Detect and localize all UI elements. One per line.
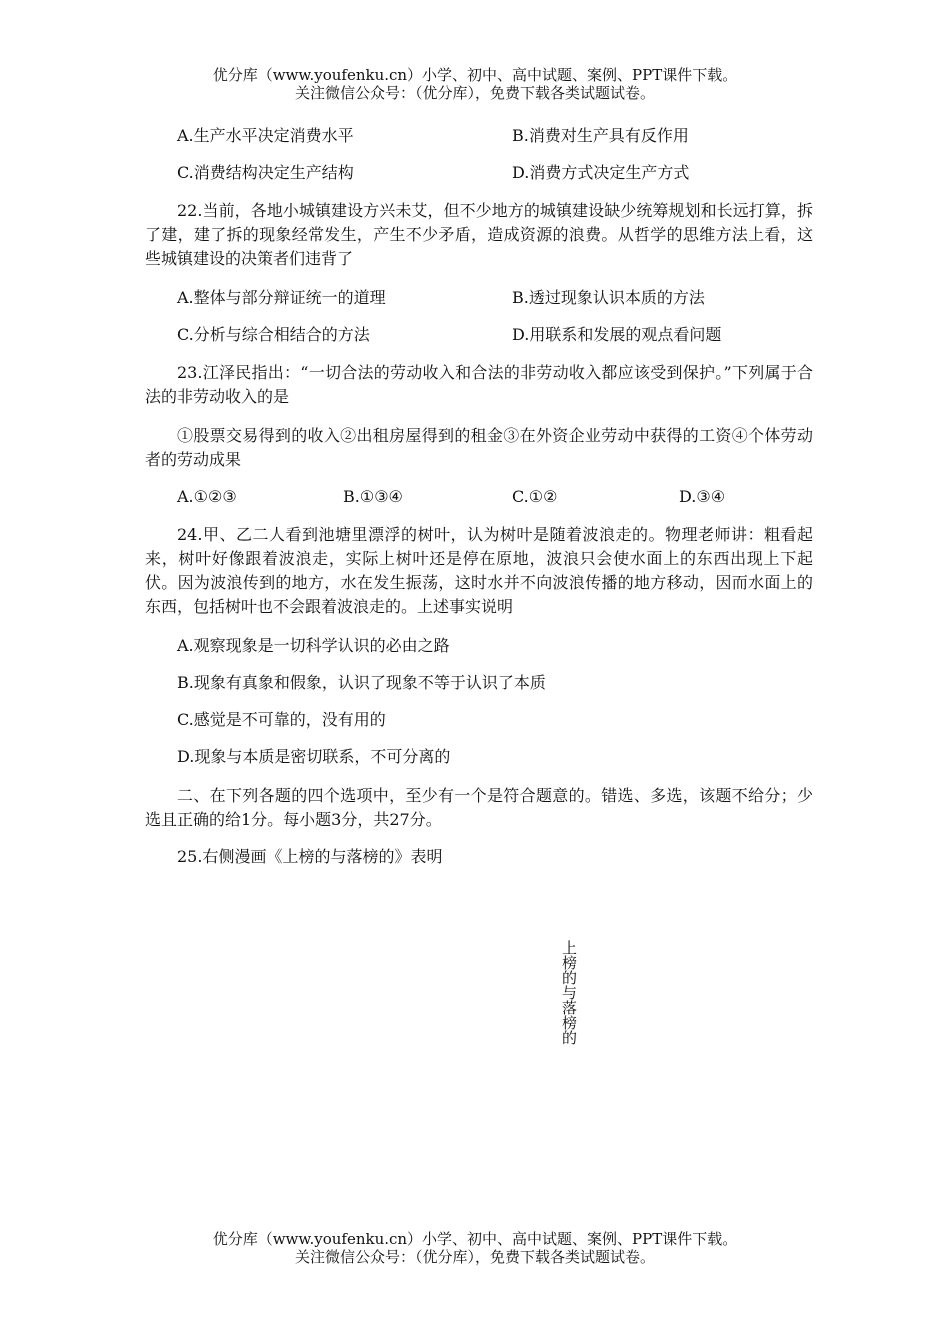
q24-option-a: A.观察现象是一切科学认识的必由之路 bbox=[177, 636, 450, 655]
q21-option-a: A.生产水平决定消费水平 bbox=[177, 126, 354, 145]
page-footer bbox=[0, 1230, 950, 1266]
q23-items: ①股票交易得到的收入②出租房屋得到的租金③在外资企业劳动中获得的工资④个体劳动者的劳动成果 bbox=[145, 426, 813, 469]
q24-option-b: B.现象有真象和假象，认识了现象不等于认识了本质 bbox=[177, 673, 546, 692]
section2-instructions: 二、在下列各题的四个选项中，至少有一个是符合题意的。错选、多选，该题不给分；少选且正确的给1分。每小题3分，共27分。 bbox=[145, 786, 813, 829]
q23-option-a: A.①②③ bbox=[177, 487, 237, 506]
footer-line-2: 关注微信公众号：（优分库），免费下载各类试题试卷。 bbox=[294, 1248, 655, 1266]
q25-stem: 25.右侧漫画《上榜的与落榜的》表明 bbox=[177, 847, 443, 866]
q22-option-a: A.整体与部分辩证统一的道理 bbox=[177, 288, 386, 307]
cartoon-title: 上榜的与落榜的 bbox=[560, 940, 578, 1045]
q22-option-d: D.用联系和发展的观点看问题 bbox=[512, 325, 722, 344]
footer-line-1: 优分库（www.youfenku.cn）小学、初中、高中试题、案例、PPT课件下载。 bbox=[212, 1230, 738, 1248]
page-header bbox=[0, 66, 950, 102]
q23-stem: 23.江泽民指出：“一切合法的劳动收入和合法的非劳动收入都应该受到保护。”下列属于合法的非劳动收入的是 bbox=[145, 363, 813, 406]
q21-option-b: B.消费对生产具有反作用 bbox=[512, 126, 689, 145]
q22-stem: 22.当前，各地小城镇建设方兴未艾，但不少地方的城镇建设缺少统筹规划和长远打算，拆了建，建了拆的现象经常发生，产生不少矛盾，造成资源的浪费。从哲学的思维方法上看，这些城镇建设的决策者们违背了 bbox=[145, 201, 813, 268]
q23-option-d: D.③④ bbox=[679, 487, 726, 506]
q24-option-c: C.感觉是不可靠的，没有用的 bbox=[177, 710, 386, 729]
q24-option-d: D.现象与本质是密切联系，不可分离的 bbox=[177, 747, 451, 766]
q21-option-c: C.消费结构决定生产结构 bbox=[177, 163, 354, 182]
q22-option-b: B.透过现象认识本质的方法 bbox=[512, 288, 705, 307]
header-line-2: 关注微信公众号：（优分库），免费下载各类试题试卷。 bbox=[294, 84, 655, 102]
header-line-1: 优分库（www.youfenku.cn）小学、初中、高中试题、案例、PPT课件下载。 bbox=[212, 66, 738, 84]
q21-option-d: D.消费方式决定生产方式 bbox=[512, 163, 690, 182]
q22-option-c: C.分析与综合相结合的方法 bbox=[177, 325, 370, 344]
q23-option-b: B.①③④ bbox=[343, 487, 403, 506]
q23-option-c: C.①② bbox=[512, 487, 558, 506]
q24-stem: 24.甲、乙二人看到池塘里漂浮的树叶，认为树叶是随着波浪走的。物理老师讲：粗看起来，树叶好像跟着波浪走，实际上树叶还是停在原地，波浪只会使水面上的东西出现上下起伏。因为波浪传到的地方，水在发生振荡，这时水并不向波浪传播的地方移动，因而水面上的东西，包括树叶也不会跟着波浪走的。上述事实说明 bbox=[145, 525, 813, 616]
